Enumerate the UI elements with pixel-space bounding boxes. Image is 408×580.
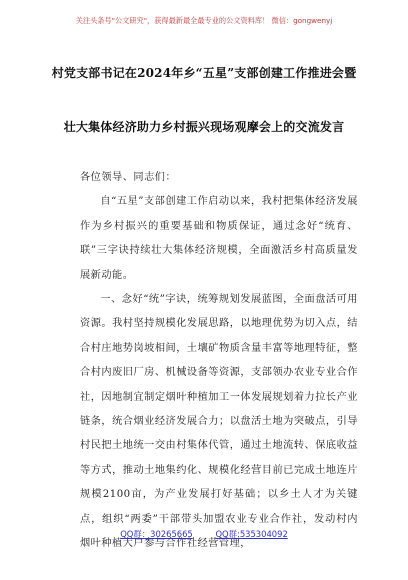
- qq-group-link-2[interactable]: QQ群:535304092: [215, 529, 288, 539]
- qq-group-link-1[interactable]: QQ群：30265665: [120, 529, 193, 539]
- document-title-line-2: 壮大集体经济助力乡村振兴现场观摩会上的交流发言: [63, 120, 345, 134]
- footer-links: [0, 528, 408, 540]
- document-body: [80, 166, 358, 557]
- top-banner: 关注头条号"公文研究"，获得最新最全最专业的公文资料库！ 微信：gongwenyj: [75, 16, 333, 25]
- paragraph-intro: 自“五星”支部创建工作启动以来，我村把集体经济发展作为乡村振兴的重要基础和物质保证，通过念好“统育、联”三字诀持续壮大集体经济规模，全面激活乡村高质量发展新动能。: [80, 196, 358, 281]
- paragraph-section-1: 一、念好“统”字诀，统筹规划发展蓝图，全面盘活可用资源。我村坚持规模化发展思路，以地理优势为切入点，结合村庄地势岗坡相间，土壤矿物质含量丰富等地理特征，整合村内废旧厂房、机械设备等资源，支部领办农业专业合作社，因地制宜制定烟叶种植加工一体发展规划着力拉长产业链条，统合烟业经济发展合力；以盘活土地为突破点，引导村民把土地统一交由村集体代管，通过土地流转、保底收益等方式，推动土地集约化、规模化经营目前已完成土地连片规模2100亩，为产业发展打好基础；以乡土人才为关键点，组织“两委”干部带头加盟农业专业合作社，发动村内烟叶种植大户参与合作社经营管理，: [80, 294, 358, 550]
- document-title-line-1: 村党支部书记在2024年乡“五星”支部创建工作推进会暨: [51, 66, 357, 80]
- salutation: 各位领导、同志们：: [80, 172, 177, 183]
